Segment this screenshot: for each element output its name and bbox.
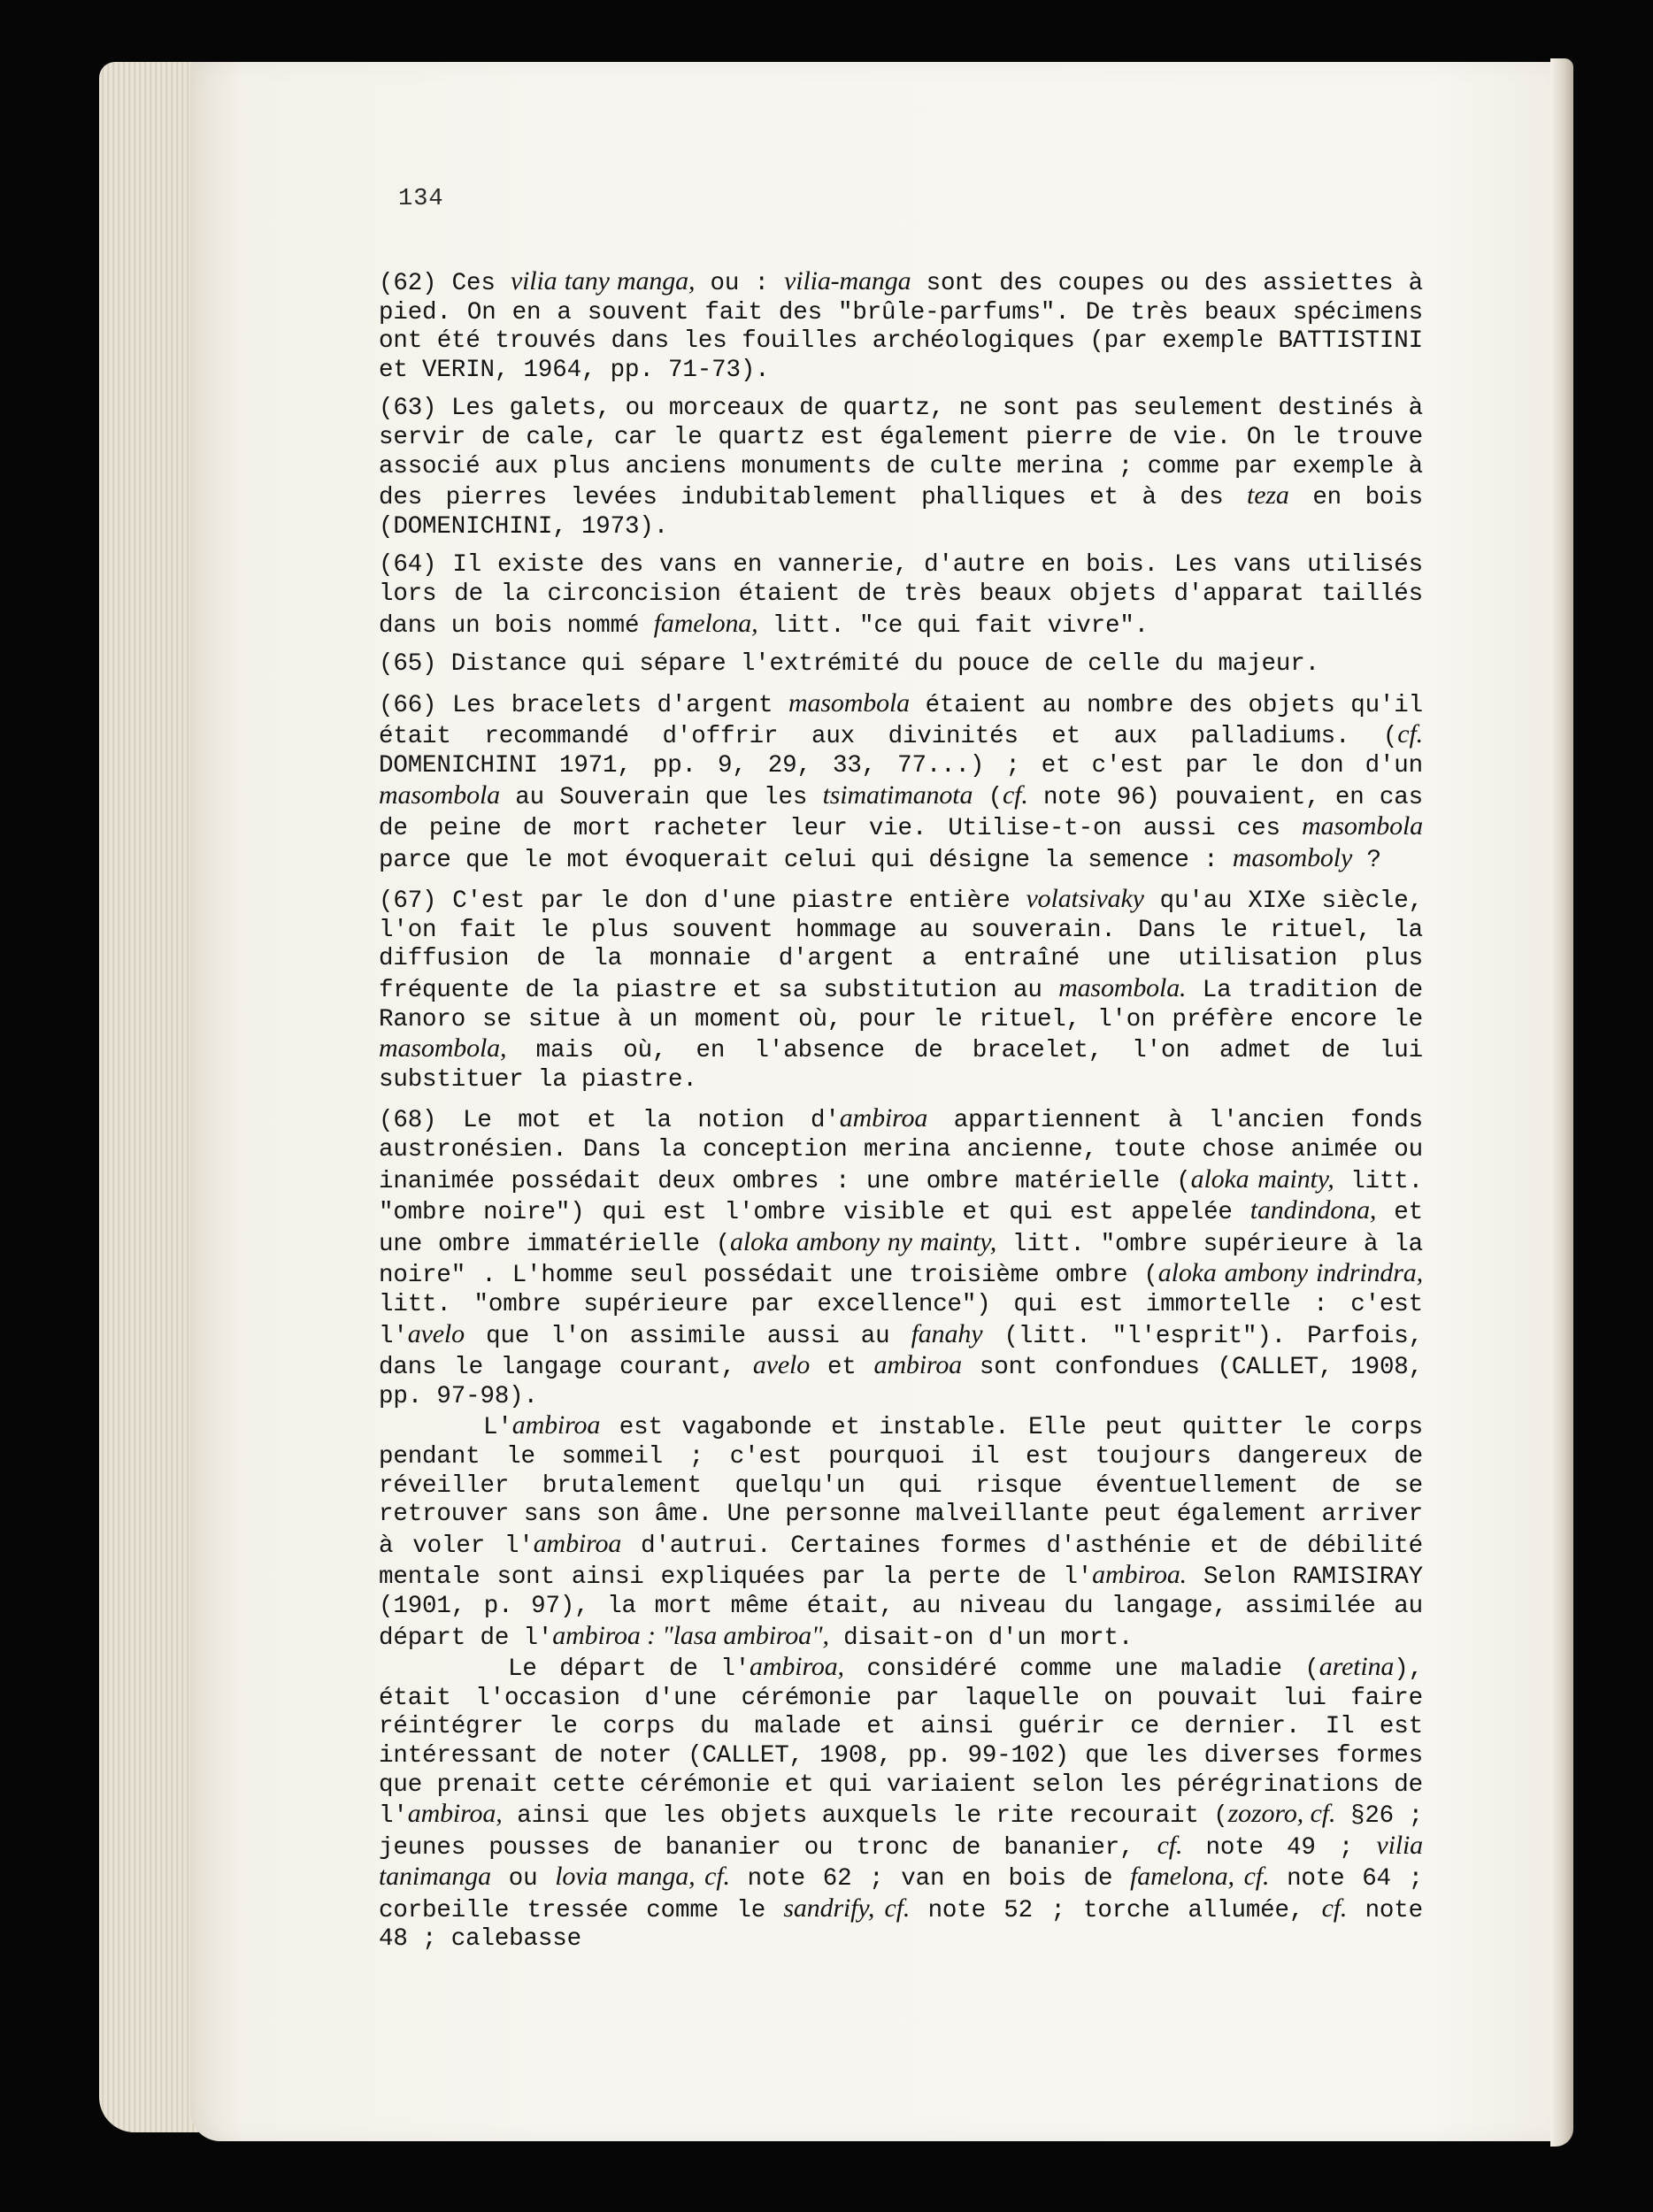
note-italic: masombola	[1302, 811, 1423, 841]
note-text: (66) Les bracelets d'argent	[379, 691, 788, 719]
note-text: disait-on d'un mort.	[828, 1624, 1134, 1652]
note-text: La tradition de Ranoro se situe à un moment où, pour le rituel, l'on préfère encore le	[379, 977, 1423, 1033]
note-italic: ambiroa	[511, 1410, 601, 1440]
note-italic: cf.	[1157, 1830, 1183, 1860]
note-text: qu'au XIXe siècle, l'on fait le plus souvent hommage au souverain. Dans le rituel, la diffusion de la monnaie d'argent a entraîné une utilisation plus fréquente de la piastre et sa substitution au	[379, 887, 1423, 1005]
note-text: appartiennent à l'ancien fonds austronésien. Dans la conception merina ancienne, toute chose animée ou inanimée possédait deux ombres : une ombre matérielle (	[379, 1107, 1423, 1195]
note-italic: ambiroa : "lasa ambiroa",	[552, 1620, 829, 1650]
note-68	[379, 1104, 1423, 1955]
note-text: sont des coupes ou des assiettes à pied. On en a souvent fait des "brûle-parfums". De très beaux spécimens ont été trouvés dans les fouilles archéologiques (par exemple BATTISTINI et VERIN, 1964, pp. 71-73).	[379, 270, 1423, 384]
note-text: sont confondues (CALLET, 1908, pp. 97-98).	[379, 1354, 1423, 1410]
note-text: (litt. "l'esprit"). Parfois, dans le langage courant,	[379, 1322, 1423, 1382]
note-text: étaient au nombre des objets qu'il était recommandé d'offrir aux divinités et aux palladiums. (	[379, 691, 1423, 751]
note-67	[379, 885, 1423, 1094]
note-text: au Souverain que les	[500, 783, 823, 811]
note-italic: ambiroa,	[407, 1799, 503, 1829]
note-text: note 49 ;	[1182, 1833, 1377, 1862]
note-text: mais où, en l'absence de bracelet, l'on admet de lui substituer la piastre.	[379, 1037, 1423, 1094]
note-text: note 64 ; corbeille tressée comme le	[379, 1865, 1424, 1924]
note-text: litt. "ce qui fait vivre".	[757, 611, 1149, 640]
note-italic: teza	[1247, 480, 1289, 511]
page-number: 134	[398, 186, 444, 212]
footnotes-body	[379, 267, 1423, 1964]
note-text: litt. "ombre supérieure à la noire" . L'homme seul possédait une troisième ombre (	[379, 1230, 1423, 1290]
note-italic: ambiroa,	[750, 1652, 844, 1682]
note-italic: volatsivaky	[1026, 884, 1144, 914]
note-italic: famelona, cf.	[1130, 1862, 1270, 1892]
note-text: ainsi que les objets auxquels le rite recourait (	[502, 1802, 1228, 1831]
note-text: (65) Distance qui sépare l'extrémité du pouce de celle du majeur.	[379, 650, 1319, 679]
note-italic: vilia tany manga,	[510, 266, 696, 296]
note-text: en bois (DOMENICHINI, 1973).	[379, 484, 1423, 541]
note-62	[379, 267, 1423, 385]
note-italic: cf.	[1002, 780, 1028, 810]
note-text: ou :	[695, 270, 785, 297]
note-text: DOMENICHINI 1971, pp. 9, 29, 33, 77...) ; et c'est par le don d'un	[379, 751, 1423, 780]
note-text: (	[973, 783, 1003, 811]
note-text: ), était l'occasion d'une cérémonie par laquelle on pouvait lui faire réintégrer le corps du malade et ainsi guérir ce dernier. Il est intéressant de noter (CALLET, 1908, pp. 99-102) que les diverses formes que prenait cette cérémonie et qui variaient selon les pérégrinations de l'	[379, 1655, 1423, 1831]
note-68-paragraph-2	[379, 1411, 1423, 1653]
note-text: note 62 ; van en bois de	[729, 1865, 1131, 1893]
note-italic: ambiroa	[533, 1528, 622, 1558]
note-text: (67) C'est par le don d'une piastre entière	[379, 887, 1026, 916]
note-text: (64) Il existe des vans en vannerie, d'autre en bois. Les vans utilisés lors de la circoncision étaient de très beaux objets d'apparat taillés dans un bois nommé	[379, 551, 1423, 640]
note-text: litt. "ombre noire") qui est l'ombre visible et qui est appelée	[379, 1167, 1424, 1227]
note-italic: sandrify, cf.	[783, 1893, 911, 1923]
note-text: (62) Ces	[379, 270, 511, 297]
note-66	[379, 689, 1423, 876]
note-text: note 96) pouvaient, en cas de peine de mort racheter leur vie. Utilise-t-on aussi ces	[379, 783, 1423, 843]
note-italic: ambiroa	[839, 1103, 928, 1133]
note-64	[379, 551, 1423, 641]
note-italic: masombola	[379, 780, 500, 810]
note-italic: avelo	[407, 1318, 465, 1348]
note-italic: cf.	[1397, 719, 1423, 749]
note-text: (63) Les galets, ou morceaux de quartz, ne sont pas seulement destinés à servir de cale, car le quartz est également pierre de vie. On le trouve associé aux plus anciens monuments de culte merina ; comme par exemple à des pierres levées indubitablement phalliques et à des	[379, 395, 1423, 512]
note-text: ou	[491, 1865, 556, 1893]
note-text: est vagabonde et instable. Elle peut quitter le corps pendant le sommeil ; c'est pourquoi il est toujours dangereux de réveiller brutalement quelqu'un qui risque éventuellement de se retrouver sans son âme. Une personne malveillante peut également arriver à voler l'	[379, 1414, 1423, 1560]
note-text: L'	[483, 1414, 512, 1442]
note-text: et une ombre immatérielle (	[379, 1199, 1423, 1258]
note-italic: masombola	[788, 687, 910, 718]
note-italic: tandindona,	[1249, 1195, 1377, 1225]
note-italic: vilia-manga	[784, 266, 911, 296]
note-text: note 52 ; torche allumée,	[910, 1896, 1322, 1924]
note-65	[379, 650, 1423, 680]
note-italic: zozoro, cf.	[1227, 1799, 1336, 1829]
note-text: parce que le mot évoquerait celui qui désigne la semence :	[379, 846, 1233, 874]
note-text: Selon RAMISIRAY (1901, p. 97), la mort même était, au niveau du langage, assimilée au départ de l'	[379, 1563, 1423, 1652]
note-text: litt. "ombre supérieure par excellence") qui est immortelle : c'est l'	[379, 1291, 1423, 1350]
book-spine	[1550, 58, 1573, 2147]
note-text: note 48 ; calebasse	[379, 1896, 1423, 1954]
note-68-paragraph-3	[379, 1653, 1423, 1955]
note-italic: aloka mainty,	[1190, 1164, 1334, 1194]
note-text: que l'on assimile aussi au	[464, 1322, 911, 1350]
note-italic: cf.	[1321, 1893, 1348, 1923]
note-italic: aloka ambony indrindra,	[1157, 1258, 1424, 1288]
note-text: d'autrui. Certaines formes d'asthénie et de débilité mentale sont ainsi expliquées par la perte de l'	[379, 1532, 1423, 1592]
note-italic: tsimatimanota	[822, 780, 973, 810]
note-italic: lovia manga, cf.	[555, 1862, 730, 1892]
note-text: et	[810, 1354, 874, 1382]
note-italic: vilia tanimanga	[379, 1830, 1423, 1892]
note-italic: masombola.	[1058, 973, 1187, 1003]
note-text: ?	[1352, 846, 1381, 874]
note-italic: masombola,	[379, 1033, 507, 1064]
note-italic: aretina	[1319, 1652, 1395, 1682]
note-text: considéré comme une maladie (	[843, 1655, 1319, 1684]
note-italic: ambiroa.	[1092, 1560, 1188, 1590]
note-italic: ambiroa	[873, 1350, 963, 1380]
note-text: (68) Le mot et la notion d'	[379, 1107, 840, 1135]
note-italic: avelo	[752, 1350, 811, 1380]
note-text: Le départ de l'	[508, 1655, 750, 1684]
note-text: §26 ; jeunes pousses de bananier ou tronc de bananier,	[379, 1802, 1423, 1862]
note-italic: aloka ambony ny mainty,	[730, 1226, 997, 1256]
note-italic: fanahy	[911, 1318, 983, 1348]
note-italic: famelona,	[653, 608, 758, 638]
note-63	[379, 395, 1423, 541]
note-68-paragraph-1	[379, 1104, 1423, 1411]
note-italic: masomboly	[1232, 842, 1353, 872]
